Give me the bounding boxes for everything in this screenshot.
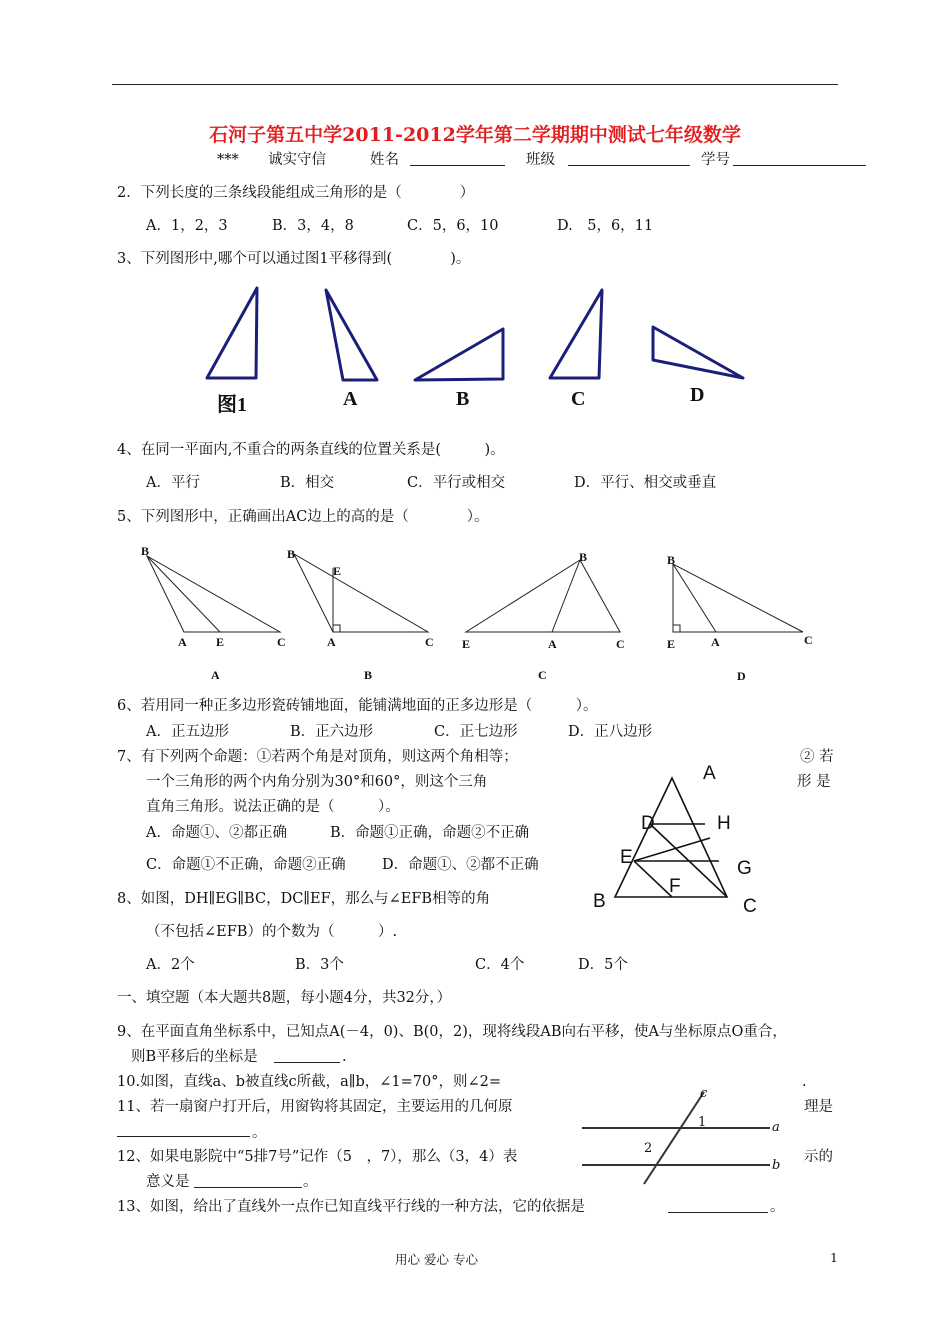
q8-option-d: D．5个 [578,957,628,973]
q3-label-b: B [456,388,470,410]
header-motto: 诚实守信 [268,152,326,168]
q8-point-e: E [620,847,633,868]
q13-end: 。 [770,1199,785,1215]
q5a-label-b: B [141,544,150,558]
q9-line1: 9、在平面直角坐标系中，已知点A(－4，0)、B(0，2)，现将线段AB向右平移，使A与坐标原点O重合， [117,1024,787,1040]
q9-answer-blank[interactable] [274,1048,340,1063]
id-field[interactable] [733,151,866,166]
q2-option-a: A．1，2，3 [146,218,228,234]
q5b-caption: B [364,668,373,682]
q12-answer-blank[interactable] [194,1173,302,1188]
q7-option-d: D．命题①、②都不正确 [382,857,539,873]
q5b-label-b: B [287,547,296,561]
q7-line3: 直角三角形。说法正确的是（ ）。 [146,799,400,815]
q12-line2-end: 。 [303,1174,318,1190]
q4-stem: 4、在同一平面内,不重合的两条直线的位置关系是( )。 [117,442,505,458]
q8-point-a: A [703,763,716,784]
q9-line2-end: . [342,1049,347,1065]
q8-point-f: F [669,876,681,897]
q12-line2: 意义是 [146,1174,190,1190]
q10-fig-label-c: c [700,1086,708,1101]
q11-line1: 11、若一扇窗户打开后，用窗钩将其固定，主要运用的几何原 [117,1099,513,1115]
q10-fig-label-2: 2 [644,1141,653,1156]
q5a-caption: A [211,668,220,682]
q8-point-h: H [717,813,731,834]
triangle-c [550,290,602,378]
triangle-b [415,329,503,380]
q8-point-c: C [743,896,757,917]
q7-option-c: C．命题①不正确，命题②正确 [146,857,346,873]
q5c-caption: C [538,668,547,682]
q3-label-fig1: 图1 [217,394,247,416]
q7-line2-right: 形 是 [797,774,831,790]
q9-line2: 则B平移后的坐标是 [131,1049,258,1065]
q12-line1-right: 示的 [804,1149,833,1165]
q3-label-c: C [571,388,586,410]
page-title: 石河子第五中学2011-2012学年第二学期期中测试七年级数学 [209,124,741,146]
q8-point-g: G [737,858,752,879]
q5-stem: 5、下列图形中，正确画出AC边上的高的是（ ）。 [117,509,489,525]
q4-option-c: C．平行或相交 [407,475,506,491]
q6-option-b: B．正六边形 [290,724,374,740]
q13-answer-blank[interactable] [668,1198,768,1213]
q5b-label-e: E [333,564,342,578]
q5d-caption: D [737,669,746,683]
name-label: 姓名 [370,152,399,168]
q5a-label-e: E [216,635,225,649]
q3-label-d: D [690,384,705,406]
triangle-a [326,290,377,380]
q5d-label-b: B [667,553,676,567]
q6-option-c: C．正七边形 [434,724,518,740]
q5c-label-e: E [462,637,471,651]
q13-text: 13、如图，给出了直线外一点作已知直线平行线的一种方法，它的依据是 [117,1199,585,1215]
q10-fig-label-b: b [772,1158,781,1173]
q5a-label-a: A [178,635,187,649]
q3-triangles [195,280,755,390]
q4-option-b: B．相交 [280,475,335,491]
q7-option-a: A．命题①、②都正确 [146,825,287,841]
triangle-d [653,327,743,378]
q10-text: 10.如图，直线a、b被直线c所截，a∥b，∠1=70°，则∠2= [117,1074,501,1090]
q5-figures [130,540,830,650]
q11-answer-blank[interactable] [117,1122,250,1137]
q8-option-a: A．2个 [146,957,195,973]
q8-point-d: D [641,813,655,834]
q6-stem: 6、若用同一种正多边形瓷砖铺地面，能铺满地面的正多边形是（ ）。 [117,698,598,714]
q5b-label-a: A [327,635,336,649]
q10-fig-label-1: 1 [698,1115,707,1130]
id-label: 学号 [701,152,730,168]
q6-option-d: D．正八边形 [568,724,653,740]
q8-point-b: B [593,891,606,912]
page-number: 1 [830,1250,838,1265]
q5a-label-c: C [277,635,286,649]
q7-line2: 一个三角形的两个内角分别为30°和60°，则这个三角 [146,774,488,790]
q5c-label-a: A [548,637,557,651]
q2-option-c: C．5，6，10 [407,218,499,234]
q10-figure [578,1088,788,1188]
q12-line1: 12、如果电影院中“5排7号”记作（5 ，7），那么（3，4）表 [117,1149,518,1165]
q8-line2: （不包括∠EFB）的个数为（ ）. [146,924,398,940]
q10-fig-label-a: a [772,1120,780,1135]
header-rule [112,84,838,85]
q8-option-b: B．3个 [295,957,344,973]
header-stars: *** [217,152,239,168]
q6-option-a: A．正五边形 [146,724,229,740]
q8-option-c: C．4个 [475,957,525,973]
q2-option-b: B．3，4，8 [272,218,354,234]
q3-stem: 3、下列图形中,哪个可以通过图1平移得到( )。 [117,251,471,267]
q11-line2-end: 。 [252,1125,267,1141]
q4-option-a: A．平行 [146,475,200,491]
q5d-label-c: C [804,633,813,647]
name-field[interactable] [410,151,505,166]
q5c-label-b: B [579,550,588,564]
section-fill-in-heading: 一、填空题（本大题共8题，每小题4分，共32分，） [117,990,452,1006]
q5d-label-e: E [667,637,676,651]
q10-end: . [802,1074,807,1090]
q5d-label-a: A [711,635,720,649]
q2-option-d: D. 5，6，11 [557,218,654,234]
q7-option-b: B．命题①正确，命题②不正确 [330,825,530,841]
q7-line1-right: ② 若 [800,749,834,765]
q11-line1-right: 理是 [804,1099,833,1115]
q4-option-d: D．平行、相交或垂直 [574,475,717,491]
footer-text: 用心 爱心 专心 [395,1252,478,1267]
triangle-fig1 [207,288,257,378]
q2-stem: 2．下列长度的三条线段能组成三角形的是（ ） [117,185,475,201]
q5b-label-c: C [425,635,434,649]
class-field[interactable] [568,151,690,166]
q3-label-a: A [343,388,358,410]
q7-line1: 7、有下列两个命题：①若两个角是对顶角，则这两个角相等； [117,749,518,765]
class-label: 班级 [526,152,555,168]
q8-line1: 8、如图，DH∥EG∥BC，DC∥EF，那么与∠EFB相等的角 [117,891,491,907]
q5c-label-c: C [616,637,625,651]
